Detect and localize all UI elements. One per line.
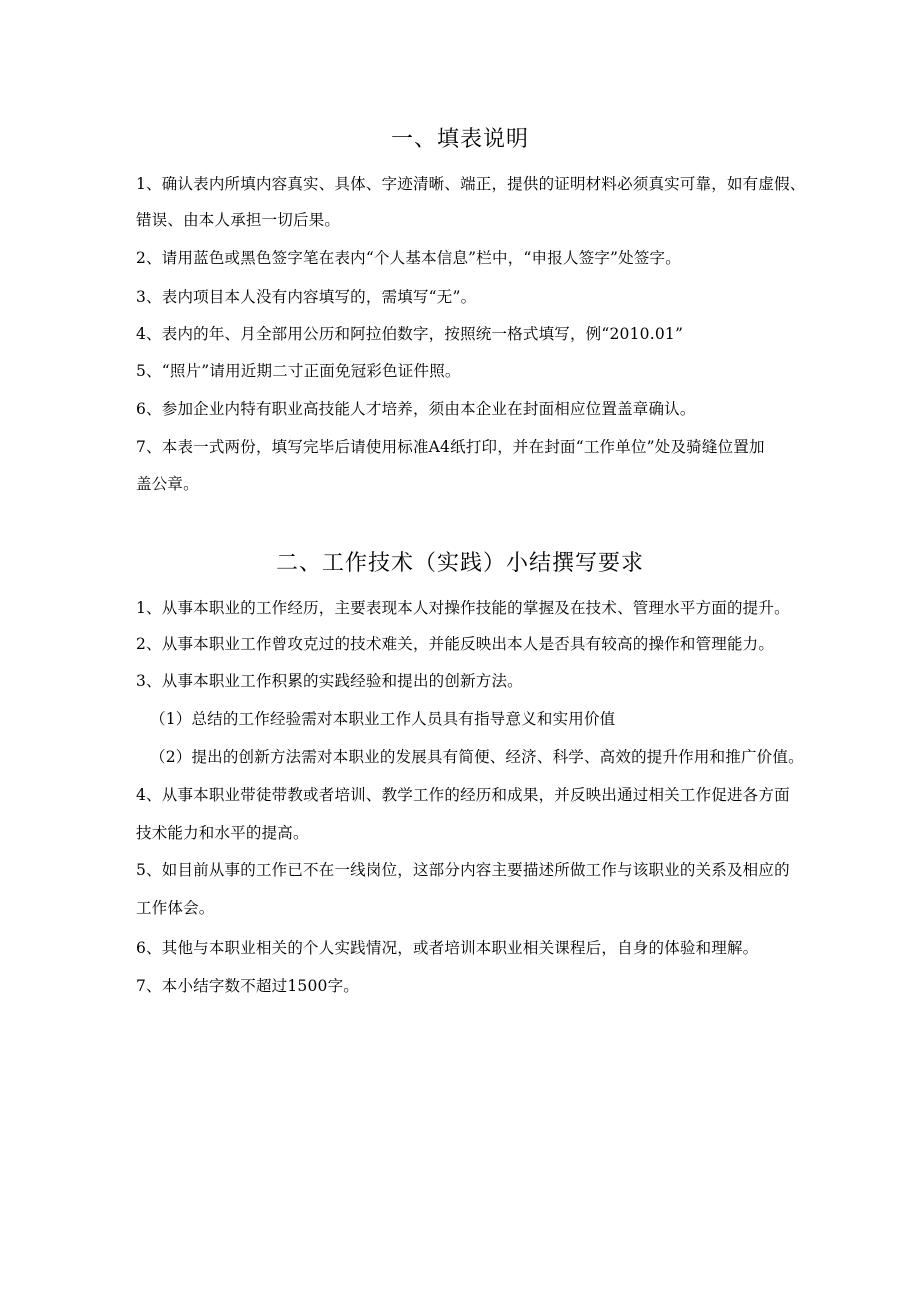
section-2-subline: （2）提出的创新方法需对本职业的发展具有简便、经济、科学、高效的提升作用和推广价值。	[150, 748, 804, 766]
section-2-line: 工作体会。	[136, 899, 215, 917]
section-2-line: 3、从事本职业工作积累的实践经验和提出的创新方法。	[136, 672, 523, 690]
section-1-title: 一、填表说明	[390, 127, 529, 152]
section-1-line: 6、参加企业内特有职业高技能人才培养，须由本企业在封面相应位置盖章确认。	[136, 400, 696, 418]
section-2-line: 6、其他与本职业相关的个人实践情况，或者培训本职业相关课程后，自身的体验和理解。	[136, 939, 759, 957]
section-2-line: 4、从事本职业带徒带教或者培训、教学工作的经历和成果，并反映出通过相关工作促进各方面	[136, 786, 790, 804]
section-1-line: 盖公章。	[136, 475, 199, 493]
section-2-subline: （1）总结的工作经验需对本职业工作人员具有指导意义和实用价值	[150, 710, 616, 728]
section-1-line: 7、本表一式两份，填写完毕后请使用标准A4纸打印，并在封面“工作单位”处及骑缝位置加	[136, 438, 765, 456]
section-1-line: 2、请用蓝色或黑色签字笔在表内“个人基本信息”栏中，“申报人签字”处签字。	[136, 249, 681, 267]
section-2-line: 1、从事本职业的工作经历，主要表现本人对操作技能的掌握及在技术、管理水平方面的提升。	[136, 599, 790, 617]
section-1-line: 5、“照片”请用近期二寸正面免冠彩色证件照。	[136, 362, 461, 380]
section-1-line: 4、表内的年、月全部用公历和阿拉伯数字，按照统一格式填写，例“2010.01”	[136, 325, 684, 343]
section-2-line: 7、本小结字数不超过1500字。	[136, 977, 360, 995]
section-1-line: 3、表内项目本人没有内容填写的，需填写“无”。	[136, 288, 477, 306]
section-1-line: 1、确认表内所填内容真实、具体、字迹清晰、端正，提供的证明材料必须真实可靠，如有虚假、	[136, 175, 806, 193]
section-2-line: 5、如目前从事的工作已不在一线岗位，这部分内容主要描述所做工作与该职业的关系及相应的	[136, 861, 790, 879]
section-2-title: 二、工作技术（实践）小结撰写要求	[275, 551, 644, 576]
section-2-line: 2、从事本职业工作曾攻克过的技术难关，并能反映出本人是否具有较高的操作和管理能力。	[136, 635, 775, 653]
section-2-line: 技术能力和水平的提高。	[136, 824, 309, 842]
section-1-line: 错误、由本人承担一切后果。	[136, 211, 341, 229]
